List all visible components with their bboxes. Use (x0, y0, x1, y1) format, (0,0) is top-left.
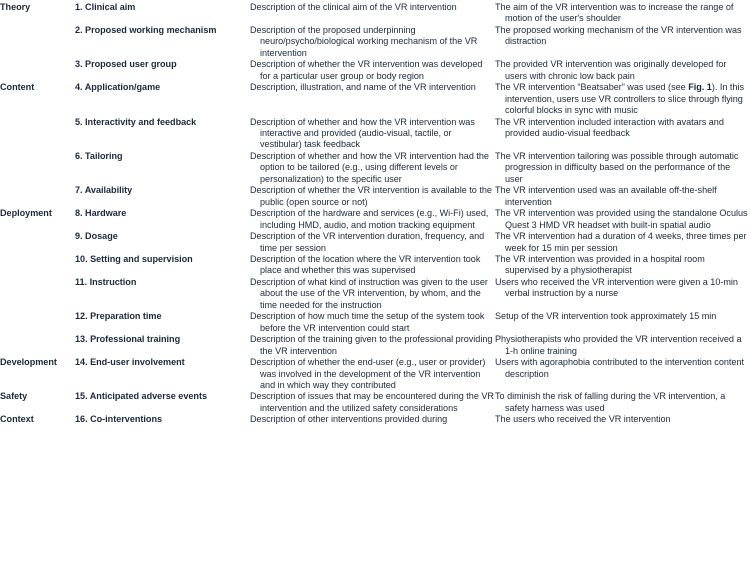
item-label: 13. Professional training (75, 334, 181, 345)
description-text: Description of how much time the setup of the system took before the VR intervention could start (250, 311, 485, 333)
example-cell (495, 254, 750, 277)
table-row (0, 311, 750, 334)
tidier-vr-checklist-table (0, 2, 750, 426)
description-cell (250, 254, 495, 277)
domain-cell (0, 25, 75, 59)
item-cell (75, 414, 250, 425)
table-row (0, 357, 750, 391)
description-text: Description of issues that may be encountered during the VR intervention and the utilized safety considerations (250, 391, 494, 413)
example-text: Setup of the VR intervention took approximately 15 min (495, 311, 717, 322)
description-cell (250, 25, 495, 59)
item-label: 8. Hardware (75, 208, 127, 219)
example-cell (495, 391, 750, 414)
item-cell (75, 277, 250, 311)
description-cell (250, 208, 495, 231)
item-cell (75, 25, 250, 59)
table-row (0, 185, 750, 208)
description-text: Description of the hardware and services (e.g., Wi-Fi) used, including HMD, audio, and motion tracking equipment (250, 208, 489, 230)
example-text: Users with agoraphobia contributed to the intervention content description (495, 357, 744, 379)
example-text: The VR intervention was provided using the standalone Oculus Quest 3 HMD VR headset with built-in spatial audio (495, 208, 748, 230)
domain-cell (0, 357, 75, 391)
example-text-pre: The VR intervention “Beatsaber” was used (see (495, 82, 689, 93)
table-body (0, 2, 750, 426)
item-label: 4. Application/game (75, 82, 161, 93)
item-cell (75, 254, 250, 277)
domain-label: Context (0, 414, 34, 425)
description-text: Description of whether and how the VR intervention was interactive and provided (audio-visual, tactile, or vestibular) task feedback (250, 116, 475, 150)
description-text: Description of whether the VR intervention is available to the public (open source or not) (250, 185, 492, 207)
description-cell (250, 357, 495, 391)
example-cell (495, 414, 750, 425)
domain-cell (0, 334, 75, 357)
domain-cell (0, 82, 75, 116)
item-cell (75, 185, 250, 208)
description-cell (250, 59, 495, 82)
example-cell (495, 231, 750, 254)
description-cell (250, 117, 495, 151)
domain-label: Development (0, 357, 57, 368)
domain-cell (0, 311, 75, 334)
description-cell (250, 311, 495, 334)
table-row (0, 59, 750, 82)
table-row (0, 25, 750, 59)
table-row (0, 82, 750, 116)
domain-cell (0, 117, 75, 151)
description-text: Description of the clinical aim of the VR intervention (250, 2, 457, 12)
domain-cell (0, 2, 75, 25)
item-label: 14. End-user involvement (75, 357, 185, 368)
example-text: The VR intervention was provided in a hospital room supervised by a physiotherapist (495, 253, 705, 276)
item-label: 16. Co-interventions (75, 414, 163, 425)
item-label: 6. Tailoring (75, 150, 123, 161)
item-label: 12. Preparation time (75, 311, 162, 322)
description-text: Description of the training given to the professional providing the VR intervention (250, 334, 493, 356)
item-cell (75, 151, 250, 185)
example-cell (495, 357, 750, 391)
description-cell (250, 82, 495, 116)
item-cell (75, 59, 250, 82)
example-cell (495, 82, 750, 116)
description-text: Description of whether and how the VR intervention had the option to be tailored (e.g., using different levels or personalization) to the specific user (250, 150, 489, 184)
table-row (0, 414, 750, 425)
description-text: Description of the VR intervention duration, frequency, and time per session (250, 231, 485, 253)
table-row (0, 208, 750, 231)
example-text: Users who received the VR intervention were given a 10-min verbal instruction by a nurse (495, 276, 738, 299)
example-cell (495, 277, 750, 311)
example-cell (495, 334, 750, 357)
domain-cell (0, 59, 75, 82)
example-text: The VR intervention tailoring was possible through automatic progression in difficulty based on the performance of the user (495, 150, 739, 184)
domain-cell (0, 414, 75, 425)
description-cell (250, 391, 495, 414)
example-text: The VR intervention included interaction with avatars and provided audio-visual feedback (495, 116, 724, 138)
item-cell (75, 357, 250, 391)
example-cell (495, 2, 750, 25)
domain-cell (0, 231, 75, 254)
example-text: Physiotherapists who provided the VR intervention received a 1-h online training (495, 334, 742, 356)
example-cell (495, 208, 750, 231)
item-label: 15. Anticipated adverse events (75, 391, 207, 402)
item-cell (75, 311, 250, 334)
example-cell (495, 311, 750, 334)
domain-cell (0, 391, 75, 414)
table-row (0, 117, 750, 151)
example-text: The aim of the VR intervention was to increase the range of motion of the user's shoulder (495, 2, 734, 24)
description-text: Description of what kind of instruction was given to the user about the use of the VR intervention, by whom, and the time needed for the instruction (250, 276, 488, 310)
item-label: 9. Dosage (75, 231, 118, 242)
item-label: 10. Setting and supervision (75, 253, 193, 264)
item-label: 7. Availability (75, 185, 133, 196)
item-cell (75, 231, 250, 254)
item-label: 5. Interactivity and feedback (75, 116, 197, 127)
domain-cell (0, 277, 75, 311)
item-label: 3. Proposed user group (75, 59, 177, 70)
domain-label: Theory (0, 2, 31, 12)
domain-cell (0, 151, 75, 185)
example-text: The users who received the VR intervention (495, 414, 671, 425)
description-cell (250, 334, 495, 357)
description-text: Description of other interventions provided during (250, 414, 448, 425)
example-cell (495, 117, 750, 151)
example-figure-reference: Fig. 1 (688, 82, 712, 93)
item-cell (75, 208, 250, 231)
description-cell (250, 185, 495, 208)
description-text: Description of whether the VR intervention was developed for a particular user group or body region (250, 59, 483, 81)
table-row (0, 231, 750, 254)
item-cell (75, 2, 250, 25)
description-cell (250, 277, 495, 311)
example-cell (495, 151, 750, 185)
description-text: Description, illustration, and name of the VR intervention (250, 82, 476, 93)
example-text-post: ). In this intervention, users use VR controllers to slice through flying colorful blocks in sync with music (505, 82, 744, 116)
description-text: Description of the location where the VR intervention took place and whether this was supervised (250, 253, 481, 276)
item-cell (75, 82, 250, 116)
example-cell (495, 185, 750, 208)
description-cell (250, 414, 495, 425)
domain-cell (0, 254, 75, 277)
example-text: The proposed working mechanism of the VR intervention was distraction (495, 24, 742, 47)
item-cell (75, 334, 250, 357)
domain-label: Content (0, 82, 35, 93)
example-cell (495, 25, 750, 59)
item-label: 2. Proposed working mechanism (75, 24, 217, 35)
item-label: 11. Instruction (75, 276, 137, 287)
example-text: The VR intervention had a duration of 4 weeks, three times per week for 15 min per session (495, 231, 747, 253)
description-cell (250, 2, 495, 25)
description-cell (250, 151, 495, 185)
table-row (0, 2, 750, 25)
example-text: To diminish the risk of falling during the VR intervention, a safety harness was used (495, 391, 726, 413)
item-cell (75, 117, 250, 151)
example-cell (495, 59, 750, 82)
description-text: Description of whether the end-user (e.g., user or provider) was involved in the development of the VR intervention and in which way they contributed (250, 357, 486, 390)
domain-label: Deployment (0, 208, 52, 219)
item-cell (75, 391, 250, 414)
domain-cell (0, 185, 75, 208)
example-text (495, 82, 750, 116)
table-row (0, 151, 750, 185)
example-text: The VR intervention used was an available off-the-shelf intervention (495, 185, 717, 207)
description-cell (250, 231, 495, 254)
table-row (0, 391, 750, 414)
domain-cell (0, 208, 75, 231)
table-row (0, 334, 750, 357)
table-row (0, 254, 750, 277)
example-text: The provided VR intervention was originally developed for users with chronic low back pain (495, 59, 727, 81)
domain-label: Safety (0, 391, 28, 402)
table-row (0, 277, 750, 311)
item-label: 1. Clinical aim (75, 2, 136, 12)
description-text: Description of the proposed underpinning neuro/psycho/biological working mechanism of the VR intervention (250, 24, 478, 58)
